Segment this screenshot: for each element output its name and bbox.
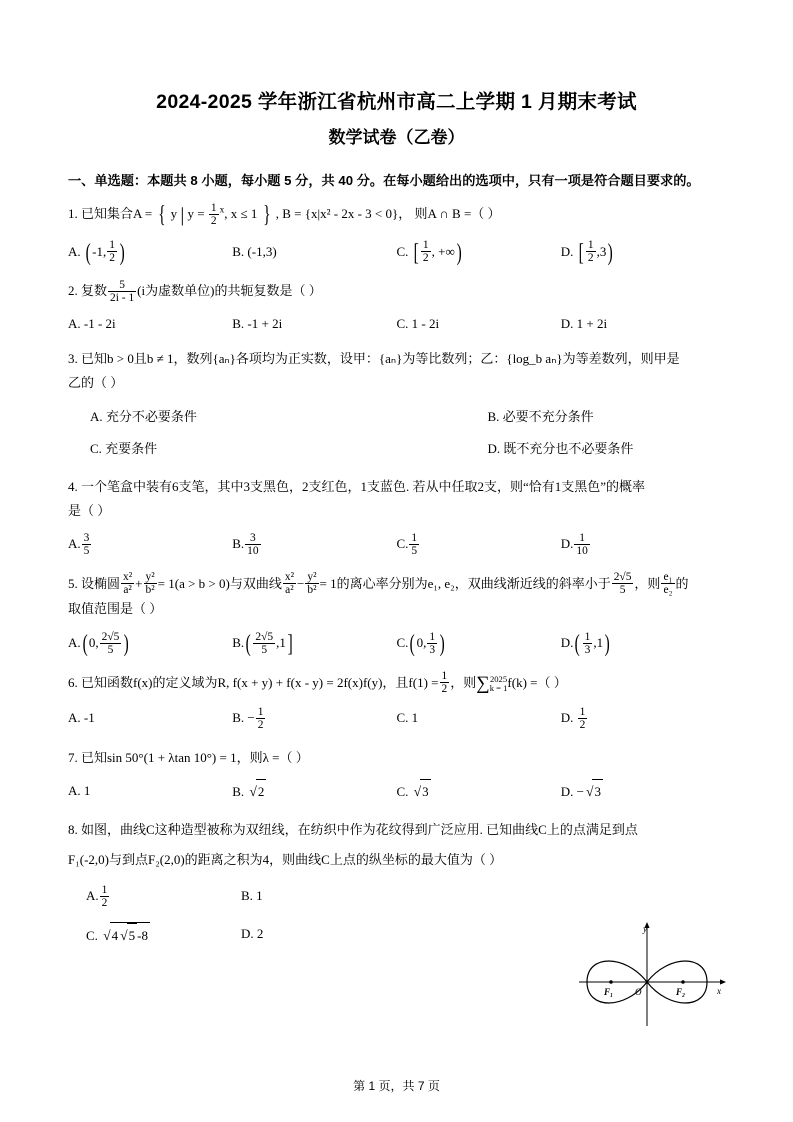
section-label: 一、单选题： [68, 173, 148, 189]
y-axis-label: y [643, 924, 647, 934]
question-1-set-var: y [170, 206, 178, 222]
question-4-line-2: 是（ ） [68, 503, 111, 519]
fraction: $\frac{1}{2}$ [109, 239, 115, 265]
fraction: $\frac{\text{y²}}{\text{b²}}$ [307, 571, 317, 597]
question-2-text-a: 复数 [81, 283, 108, 299]
option-b[interactable]: B. 1 [241, 888, 263, 904]
fraction: $\frac{1}{2}$ [210, 201, 217, 227]
option-a[interactable]: A.( 0, $\frac{2√5}{5}$ ) [68, 629, 130, 657]
focus-right-dot [681, 980, 685, 984]
question-4-line-1: 4. 一个笔盒中装有6支笔，其中3支黑色，2支红色，1支蓝色. 若从中任取2支，则“恰有1支黑色”的概率 [68, 479, 646, 495]
option-d[interactable]: D. 既不充分也不必要条件 [487, 441, 634, 457]
question-8-options-row-1 [68, 884, 725, 910]
fraction: $\frac{2√5}{5}$ [613, 571, 632, 597]
fraction: $\frac{1}{2}$ [422, 239, 429, 265]
paren-right-icon: ) [456, 238, 462, 266]
option-b[interactable]: B. √2 [232, 779, 396, 804]
lemniscate-figure [563, 920, 731, 1030]
bracket-left-icon: [ [578, 238, 584, 266]
sqrt-icon: √4 √5 -8 [101, 922, 150, 948]
paren-right-icon: ) [607, 238, 614, 266]
question-5-options [68, 631, 725, 657]
fraction: $\frac{\text{e₁}}{\text{e₂}}$ [663, 571, 673, 597]
fraction: $\frac{1}{2}$ [257, 705, 264, 731]
question-1-text-b: , B = {x|x² - 2x - 3 < 0}， [275, 206, 412, 222]
option-d[interactable]: D. [ $\frac{1}{2}$ ,3) [560, 238, 614, 266]
sqrt-icon: √3 [412, 779, 431, 804]
section-instruction: 本题共 8 小题，每小题 5 分，共 40 分。在每小题给出的选项中，只有一项是符合题目要求的。 [147, 173, 700, 189]
question-4-number: 4. [68, 479, 78, 495]
option-b[interactable]: B. − $\frac{1}{2}$ [232, 705, 264, 731]
question-8-line-2: F₁(-2,0)与到点F₂(2,0)的距离之积为4，则曲线C上点的纵坐标的最大值为（ ） [68, 852, 503, 868]
paren-left-icon: ( [85, 238, 91, 266]
question-2-text-b: (i为虚数单位)的共轭复数是（ ） [137, 283, 322, 299]
option-d[interactable]: D. $\frac{1}{10}$ [560, 531, 588, 557]
question-2-number: 2. [68, 283, 78, 299]
question-6-number: 6. [68, 674, 78, 690]
x-axis-arrow [720, 979, 726, 984]
fraction: $\frac{1}{2}$ [441, 670, 448, 696]
question-6-stem: 6. 已知函数f(x)的定义域为R, f(x + y) + f(x - y) = 2f(x)f(y)，且f(1) = $\frac{1}{2}$ ，则∑ 2025 k = 1 f(k) =（ ） [68, 670, 567, 696]
paren-right-icon: ) [119, 238, 125, 266]
question-5-number: 5. [68, 575, 78, 591]
paren-right-icon: ) [604, 629, 610, 657]
fraction: $\frac{1}{10}$ [576, 531, 588, 557]
fraction: $\frac{5}{2i - 1}$ [110, 278, 135, 304]
lemniscate-svg [563, 920, 731, 1030]
question-3-line-2: 乙的（ ） [68, 375, 124, 391]
origin-label: O [635, 987, 642, 997]
exponent: x [219, 206, 225, 217]
question-7 [68, 746, 725, 804]
question-1-number: 1. [68, 206, 78, 222]
fraction: $\frac{1}{5}$ [411, 531, 418, 557]
question-4-options [68, 532, 725, 558]
option-a[interactable]: A. $\frac{1}{2}$ [86, 883, 108, 909]
question-7-stem: 7. 已知sin 50°(1 + λtan 10°) = 1，则λ =（ ） [68, 749, 309, 765]
fraction: $\frac{3}{5}$ [83, 531, 90, 557]
option-b[interactable]: B. (-1,3) [232, 243, 277, 259]
fraction: $\frac{1}{3}$ [584, 630, 591, 656]
question-3-number: 3. [68, 350, 78, 366]
option-d[interactable]: D.( $\frac{1}{3}$ ,1) [560, 629, 610, 657]
question-8-number: 8. [68, 822, 78, 838]
inner-sqrt-icon: √5 [118, 923, 137, 948]
fraction: $\frac{1}{2}$ [579, 705, 586, 731]
option-a[interactable]: A. 充分不必要条件 [90, 409, 197, 425]
option-d[interactable]: D. − √3 [561, 779, 725, 804]
question-3-options-row-2 [68, 437, 725, 461]
x-axis-label: x [717, 986, 721, 996]
question-1-y-eq: y = [187, 206, 205, 222]
brace-right: } [262, 200, 271, 228]
paren-right-icon: ) [439, 629, 445, 657]
option-d[interactable]: D. 2 [241, 925, 264, 941]
fraction: $\frac{1}{2}$ [587, 239, 594, 265]
question-1-stem [68, 202, 725, 228]
page-footer: 第 1 页，共 7 页 [353, 1079, 440, 1093]
question-1-text-a: 已知集合A = [81, 206, 153, 222]
summation-icon: ∑ [476, 673, 490, 695]
sqrt-icon: √3 [584, 779, 603, 804]
question-4 [68, 475, 725, 558]
option-a[interactable]: A. 1 [68, 782, 91, 798]
option-a[interactable]: A. -1 [68, 710, 95, 726]
bracket-right-icon: ] [287, 629, 293, 657]
question-1-options [68, 240, 725, 266]
focus-right-label: F₂ [676, 987, 686, 997]
question-5-line-1: 5. 设椭圆 $\frac{\text{x²}}{\text{a²}}$ + $\frac{\text{y²}}{\text{b²}}$ = 1(a > b > 0)与双曲线 $\frac{\text{x²}}{\text{a²}}$ − $\frac{\text{y²}}{\text{b²}}$ = 1的离心率分别为e₁, e₂，双曲线渐近线的斜率小于 $\frac{2√5}{5}$ ，则 $\frac{\text{e₁}}{\text{e₂}}$ 的 [68, 571, 689, 597]
fraction: $\frac{1}{3}$ [429, 630, 436, 656]
focus-left-label: F₁ [604, 987, 614, 997]
page-subtitle: 数学试卷（乙卷） [328, 128, 465, 148]
question-6 [68, 671, 725, 732]
option-c[interactable]: C. 1 - 2i [396, 315, 440, 331]
option-c[interactable]: C. [ $\frac{1}{2}$ , +∞) [396, 238, 462, 266]
paren-left-icon: ( [245, 629, 251, 657]
question-3 [68, 347, 725, 461]
question-1-text-c: 则A ∩ B =（ ） [414, 206, 501, 222]
fraction: $\frac{2√5}{5}$ [255, 630, 274, 656]
option-b[interactable]: B. $\frac{3}{10}$ [232, 531, 259, 557]
brace-left: { [157, 200, 166, 228]
question-1 [68, 202, 725, 265]
question-7-number: 7. [68, 749, 78, 765]
option-c[interactable]: C. 1 [396, 710, 419, 726]
bar-icon: | [180, 204, 185, 226]
bracket-left-icon: [ [413, 238, 419, 266]
option-c[interactable]: C.( 0, $\frac{1}{3}$ ) [396, 629, 445, 657]
paren-right-icon: ) [123, 629, 130, 657]
question-3-line-1: 3. 已知b > 0且b ≠ 1，数列{aₙ}各项均为正实数，设甲：{aₙ}为等比数列；乙：{log_b aₙ}为等差数列，则甲是 [68, 350, 680, 366]
question-6-options [68, 706, 725, 732]
focus-left-dot [609, 980, 613, 984]
fraction: $\frac{\text{x²}}{\text{a²}}$ [123, 571, 133, 597]
option-a[interactable]: A. -1 - 2i [68, 315, 116, 331]
fraction: $\frac{3}{10}$ [247, 531, 259, 557]
option-c[interactable]: C. √4 √5 -8 [86, 922, 241, 948]
question-2 [68, 279, 725, 336]
paren-left-icon: ( [82, 629, 88, 657]
sqrt-icon: √2 [247, 779, 266, 804]
question-5 [68, 572, 725, 657]
option-d[interactable]: D. $\frac{1}{2}$ [560, 705, 586, 731]
fraction: $\frac{\text{x²}}{\text{a²}}$ [284, 571, 295, 597]
option-b[interactable]: B. -1 + 2i [232, 315, 283, 331]
fraction: $\frac{2√5}{5}$ [101, 630, 120, 656]
option-c[interactable]: C. 充要条件 [90, 441, 158, 457]
paren-left-icon: ( [574, 629, 581, 657]
option-c[interactable]: C. $\frac{1}{5}$ [396, 531, 418, 557]
option-a[interactable]: A. ( -1, $\frac{1}{2}$ ) [68, 238, 125, 266]
option-b[interactable]: B.( $\frac{2√5}{5}$ ,1] [232, 629, 293, 657]
paren-left-icon: ( [409, 629, 416, 657]
question-5-line-2: 取值范围是（ ） [68, 601, 163, 617]
option-b[interactable]: B. 必要不充分条件 [487, 409, 594, 425]
section-header [68, 170, 725, 191]
question-3-options-row-1 [68, 405, 725, 429]
question-8-line-1: 8. 如图，曲线C这种造型被称为双纽线，在纺织中作为花纹得到广泛应用. 已知曲线C上的点满足到点 [68, 822, 638, 838]
fraction: $\frac{\text{y²}}{\text{b²}}$ [145, 571, 155, 597]
question-1-set-cond: , x ≤ 1 [224, 206, 258, 222]
option-a[interactable]: A. $\frac{3}{5}$ [68, 531, 90, 557]
page-title: 2024-2025 学年浙江省杭州市高二上学期 1 月期末考试 [156, 91, 637, 113]
option-d[interactable]: D. 1 + 2i [560, 315, 608, 331]
fraction: $\frac{1}{2}$ [101, 883, 108, 909]
question-2-options [68, 312, 725, 336]
question-7-options [68, 779, 725, 804]
summation-limits: 2025 k = 1 [489, 674, 508, 693]
option-c[interactable]: C. √3 [397, 779, 561, 804]
question-2-stem [68, 279, 725, 305]
